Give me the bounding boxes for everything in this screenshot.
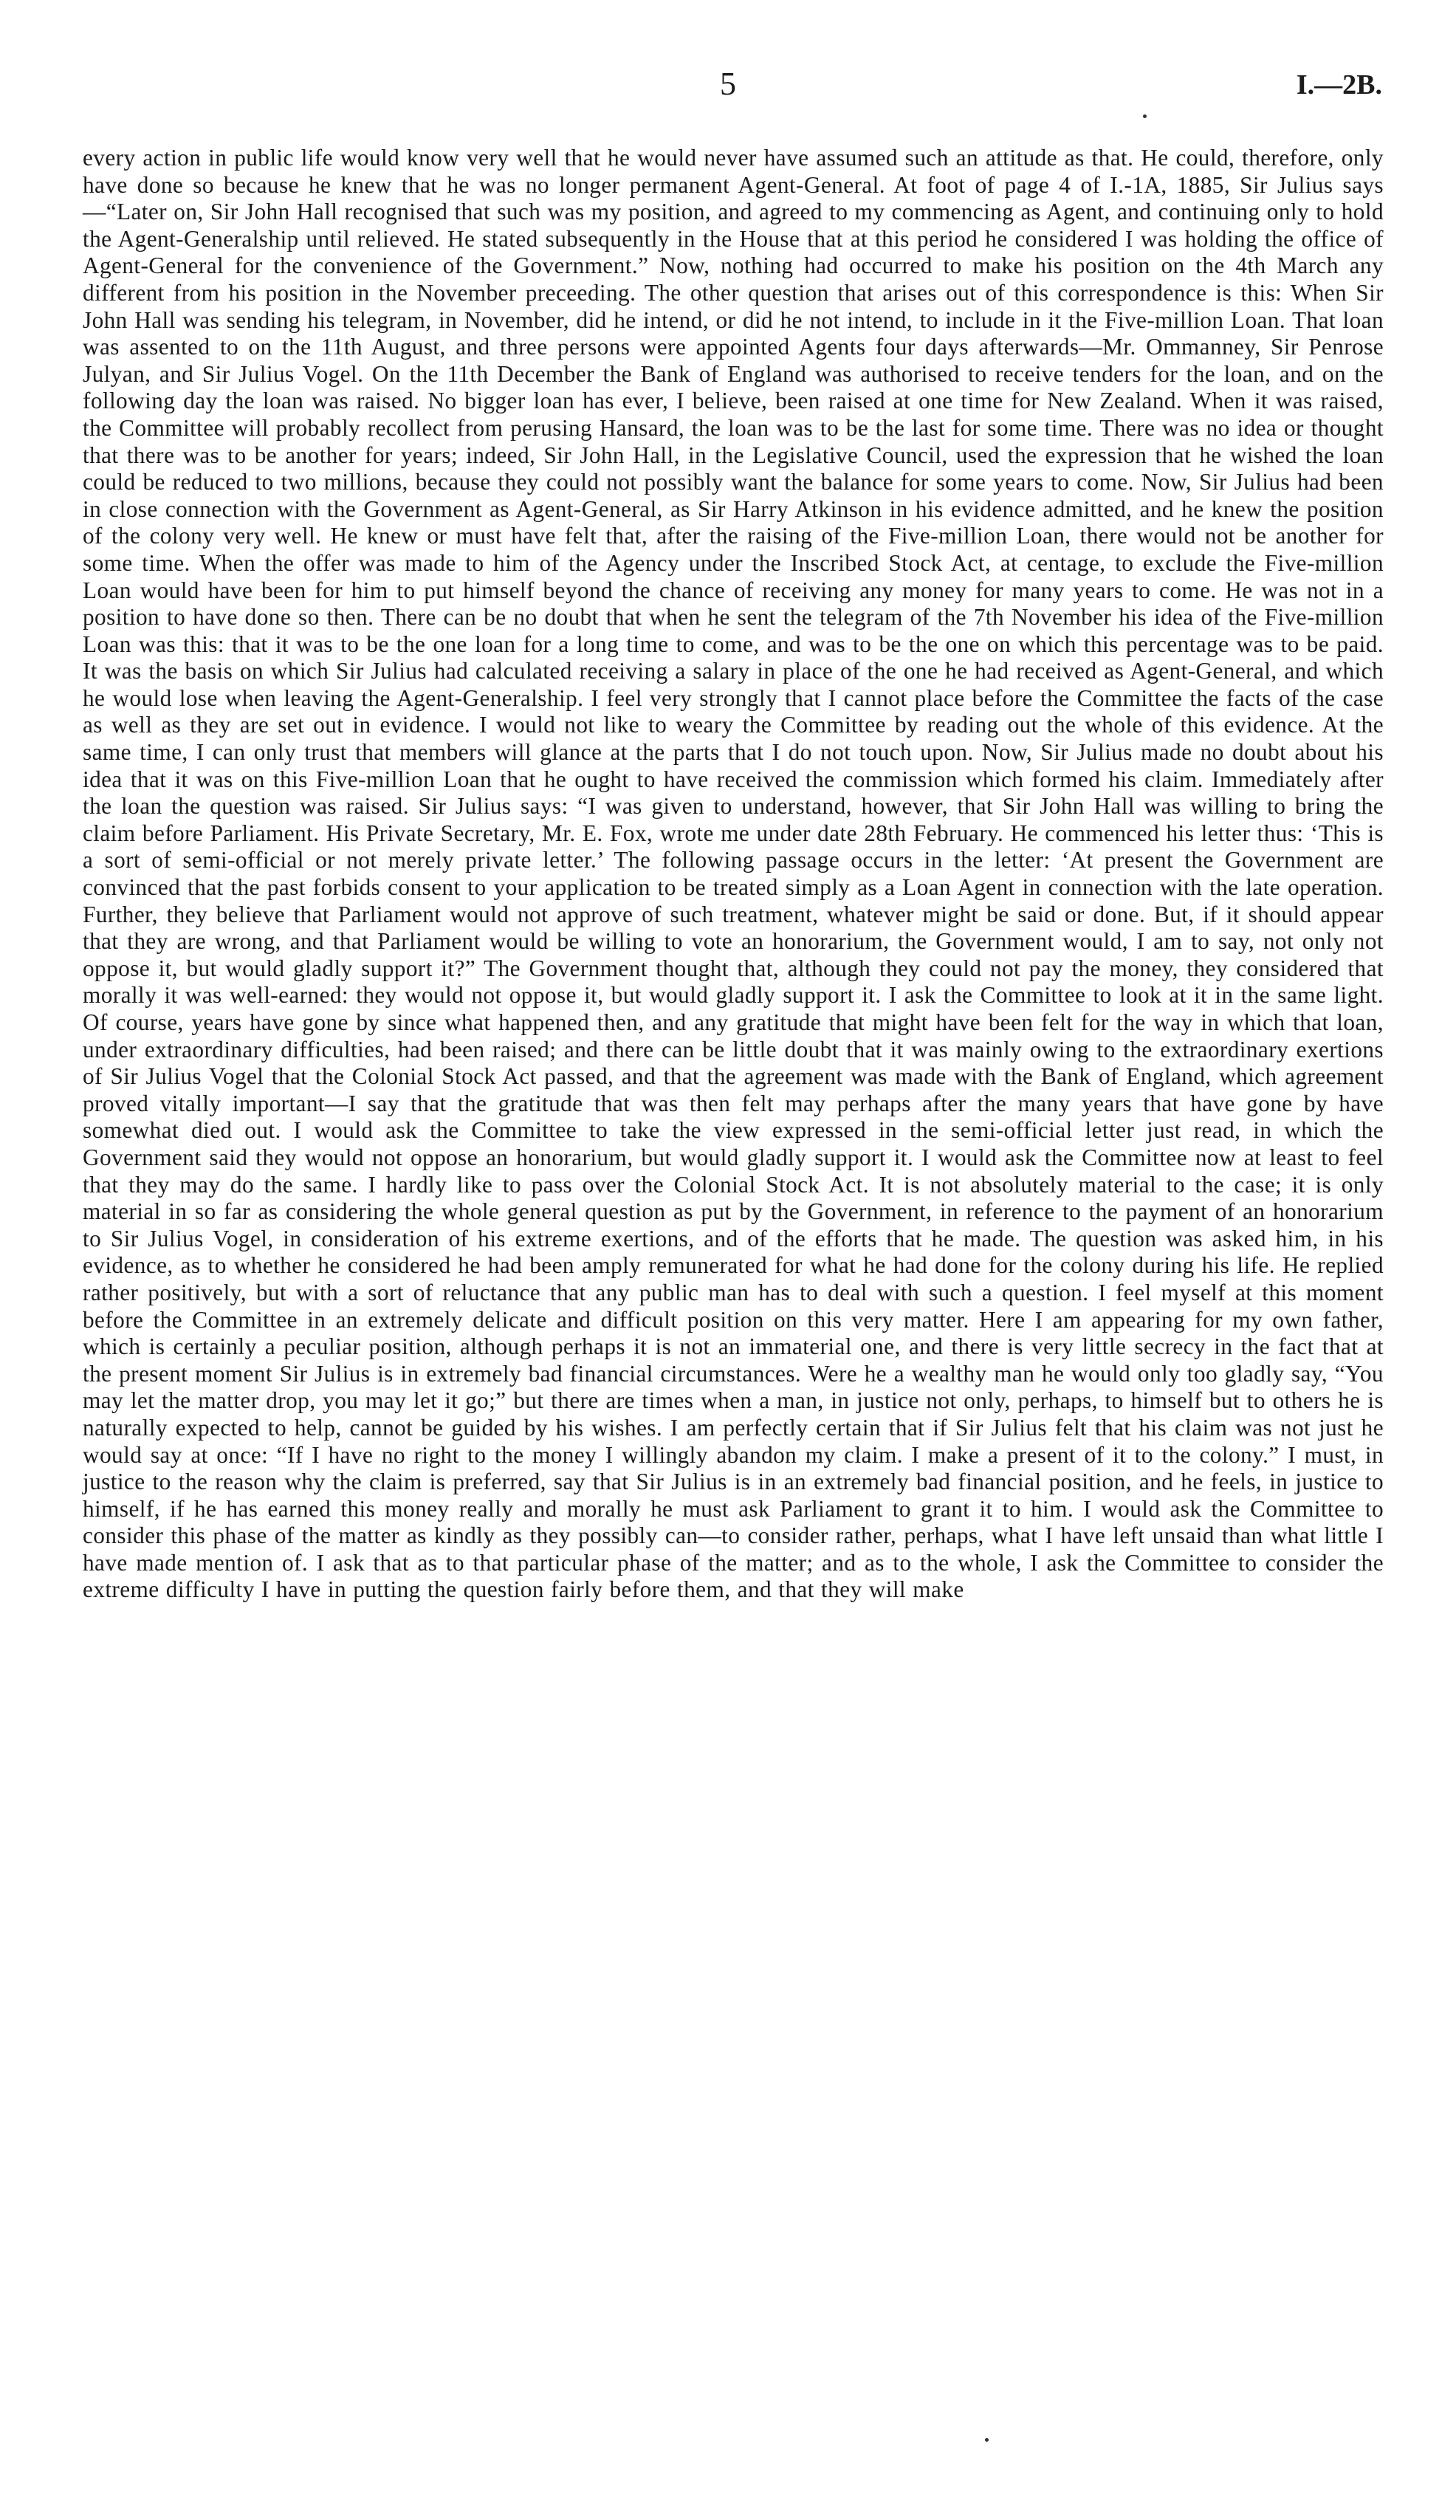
body-text [83, 145, 1384, 1604]
print-speck [1143, 114, 1147, 118]
body-paragraph: every action in public life would know very well that he would never have assumed such an attitude as that. He could, therefore, only have done so because he knew that he was no longer permanent Agent-General. At foot of page 4 of I.-1A, 1885, Sir Julius says—“Later on, Sir John Hall recognised that such was my position, and agreed to my commencing as Agent, and continuing only to hold the Agent-Generalship until relieved. He stated subsequently in the House that at this period he considered I was holding the office of Agent-General for the convenience of the Government.” Now, nothing had occurred to make his position on the 4th March any different from his position in the November preceeding. The other question that arises out of this correspondence is this: When Sir John Hall was sending his telegram, in November, did he intend, or did he not intend, to include in it the Five-million Loan. That loan was assented to on the 11th August, and three persons were appointed Agents four days afterwards—Mr. Ommanney, Sir Penrose Julyan, and Sir Julius Vogel. On the 11th December the Bank of England was authorised to receive tenders for the loan, and on the following day the loan was raised. No bigger loan has ever, I believe, been raised at one time for New Zealand. When it was raised, the Committee will probably recollect from perusing Hansard, the loan was to be the last for some time. There was no idea or thought that there was to be another for years; indeed, Sir John Hall, in the Legislative Council, used the expression that he wished the loan could be reduced to two millions, because they could not possibly want the balance for some years to come. Now, Sir Julius had been in close connection with the Government as Agent-General, as Sir Harry Atkinson in his evidence admitted, and he knew the position of the colony very well. He knew or must have felt that, after the raising of the Five-million Loan, there would not be another for some time. When the offer was made to him of the Agency under the Inscribed Stock Act, at centage, to exclude the Five-million Loan would have been for him to put himself beyond the chance of receiving any money for many years to come. He was not in a position to have done so then. There can be no doubt that when he sent the telegram of the 7th November his idea of the Five-million Loan was this: that it was to be the one loan for a long time to come, and was to be the one on which this percentage was to be paid. It was the basis on which Sir Julius had calculated receiving a salary in place of the one he had received as Agent-General, and which he would lose when leaving the Agent-Generalship. I feel very strongly that I cannot place before the Committee the facts of the case as well as they are set out in evidence. I would not like to weary the Committee by reading out the whole of this evidence. At the same time, I can only trust that members will glance at the parts that I do not touch upon. Now, Sir Julius made no doubt about his idea that it was on this Five-million Loan that he ought to have received the commission which formed his claim. Immediately after the loan the question was raised. Sir Julius says: “I was given to understand, however, that Sir John Hall was willing to bring the claim before Parliament. His Private Secretary, Mr. E. Fox, wrote me under date 28th February. He commenced his letter thus: ‘This is a sort of semi-official or not merely private letter.’ The following passage occurs in the letter: ‘At present the Government are convinced that the past forbids consent to your application to be treated simply as a Loan Agent in connection with the late operation. Further, they believe that Parliament would not approve of such treatment, whatever might be said or done. But, if it should appear that they are wrong, and that Parliament would be willing to vote an honorarium, the Government would, I am to say, not only not oppose it, but would gladly support it?” The Government thought that, although they could not pay the money, they considered that morally it was well-earned: they would not oppose it, but would gladly support it. I ask the Committee to look at it in the same light. Of course, years have gone by since what happened then, and any gratitude that might have been felt for the way in which that loan, under extraordinary difficulties, had been raised; and there can be little doubt that it was mainly owing to the extraordinary exertions of Sir Julius Vogel that the Colonial Stock Act passed, and that the agreement was made with the Bank of England, which agreement proved vitally important—I say that the gratitude that was then felt may perhaps after the many years that have gone by have somewhat died out. I would ask the Committee to take the view expressed in the semi-official letter just read, in which the Government said they would not oppose an honorarium, but would gladly support it. I would ask the Committee now at least to feel that they may do the same. I hardly like to pass over the Colonial Stock Act. It is not absolutely material to the case; it is only material in so far as considering the whole general question as put by the Government, in reference to the payment of an honorarium to Sir Julius Vogel, in consideration of his extreme exertions, and of the efforts that he made. The question was asked him, in his evidence, as to whether he considered he had been amply remunerated for what he had done for the colony during his life. He replied rather positively, but with a sort of reluctance that any public man has to deal with such a question. I feel myself at this moment before the Committee in an extremely delicate and difficult position on this very matter. Here I am appearing for my own father, which is certainly a peculiar position, although perhaps it is not an immaterial one, and there is very little secrecy in the fact that at the present moment Sir Julius is in extremely bad financial circumstances. Were he a wealthy man he would only too gladly say, “You may let the matter drop, you may let it go;” but there are times when a man, in justice not only, perhaps, to himself but to others he is naturally expected to help, cannot be guided by his wishes. I am perfectly certain that if Sir Julius felt that his claim was not just he would say at once: “If I have no right to the money I willingly abandon my claim. I make a present of it to the colony.” I must, in justice to the reason why the claim is preferred, say that Sir Julius is in an extremely bad financial position, and he feels, in justice to himself, if he has earned this money really and morally he must ask Parliament to grant it to him. I would ask the Committee to consider this phase of the matter as kindly as they possibly can—to consider rather, perhaps, what I have left unsaid than what little I have made mention of. I ask that as to that particular phase of the matter; and as to the whole, I ask the Committee to consider the extreme difficulty I have in putting the question fairly before them, and that they will make [83, 145, 1384, 1603]
print-speck [985, 2438, 989, 2442]
page-number: 5 [720, 66, 736, 102]
document-reference: I.—2B. [1296, 69, 1382, 100]
